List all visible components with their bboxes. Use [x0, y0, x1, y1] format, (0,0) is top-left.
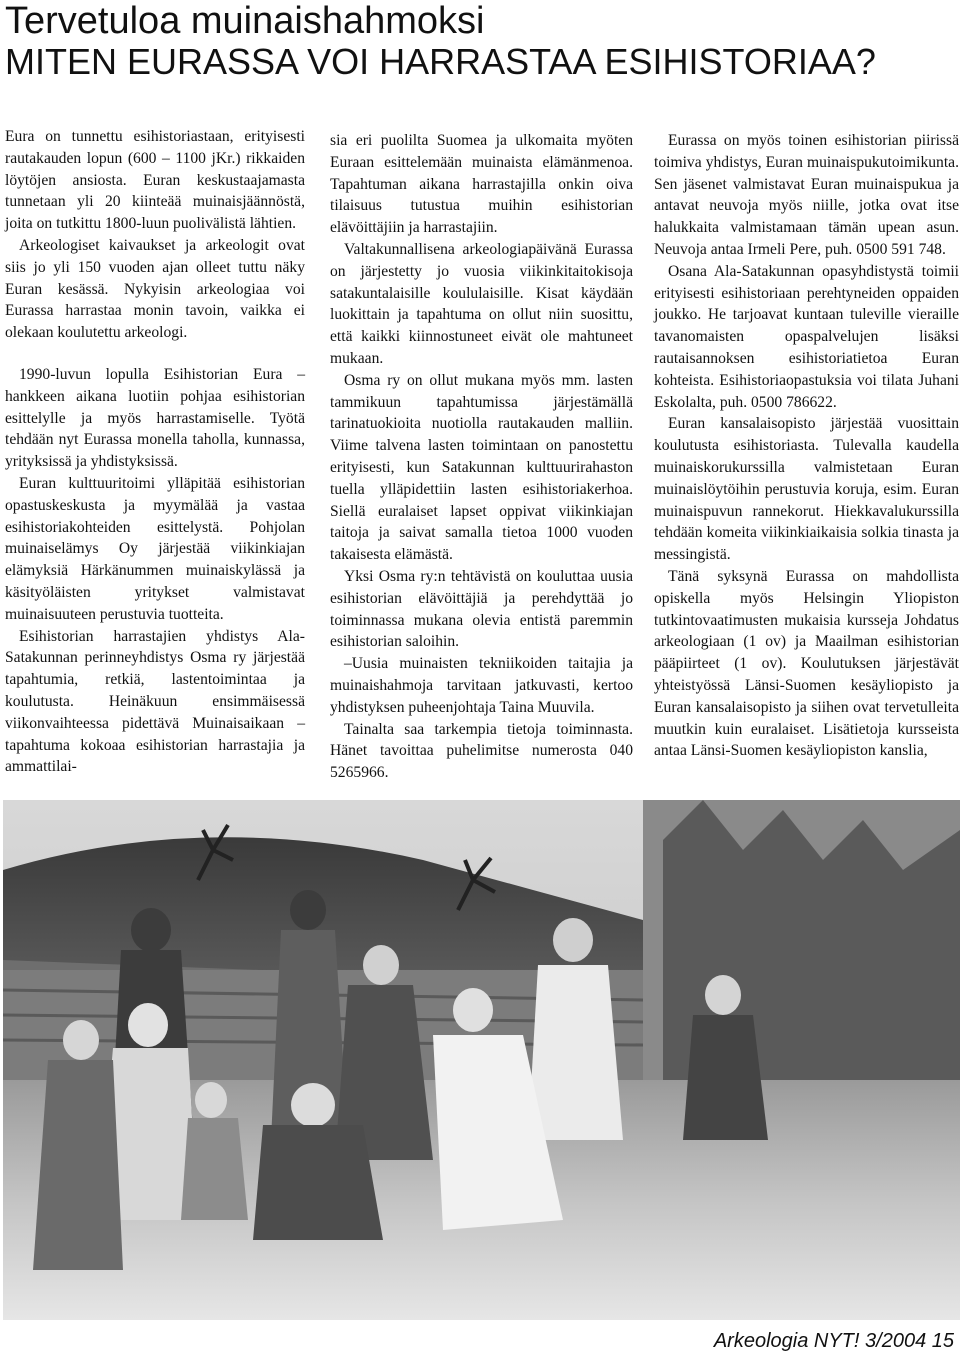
paragraph: Eurassa on myös toinen esihistorian piirissä toimiva yhdistys, Euran muinaispukutoimikunta. Sen jäsenet valmistavat Euran muinaispukua ja antavat neuvoja myös niille, jotka ovat itse halukkaita valmistamaan tämän upean asun. Neuvoja antaa Irmeli Pere, puh. 0500 591 748.	[654, 132, 959, 258]
paragraph: Eura on tunnettu esihistoriastaan, erityisesti rautakauden lopun (600 – 1100 jKr.) rikkaiden löytöjen ansiosta. Euran keskustaajamasta tunnetaan yli 20 kiinteää muinaisjäännöstä, joita on tutkittu 1800-luun puolivälistä lähtien.	[5, 128, 305, 233]
article-subtitle: MITEN EURASSA VOI HARRASTAA ESIHISTORIAA?	[5, 41, 876, 82]
text-column-2	[330, 130, 633, 784]
paragraph: Valtakunnallisena arkeologiapäivänä Eurassa on järjestetty jo vuosia viikinkitaitokisoja satakuntalaisille koululaisille. Kisat käydään luokittain ja tapahtuma on ollut niin suosittu, että kaikki kiinnostuneet eivät ole mahtuneet mukaan.	[330, 240, 633, 367]
text-column-1	[5, 126, 305, 778]
paragraph: Tainalta saa tarkempia tietoja toiminnasta. Hänet tavoittaa puhelimitse numerosta 040 5265966.	[330, 720, 633, 782]
page-footer: Arkeologia NYT! 3/2004 15	[713, 1330, 954, 1352]
paragraph: Osma ry on ollut mukana myös mm. lasten tammikuun tapahtumissa järjestämällä tarinatuokioita nuotiolla rautakauden malliin. Viime talvena lasten toimintaan on panostettu erityisesti, kun Satakunnan kulttuurirahaston tuella ylläpidettiin lasten esihistoriakerhoa. Siellä euralaiset lapset oppivat viikinkiajan taitoja ja saivat samalla tietoa 1000 vuoden takaisesta elämästä.	[330, 371, 633, 564]
paragraph: –Uusia muinaisten tekniikoiden taitajia ja muinaishahmoja tarvitaan jatkuvasti, kertoo yhdistyksen puheenjohtaja Taina Muuvila.	[330, 655, 633, 716]
paragraph: Euran kansalaisopisto järjestää vuosittain koulutusta esihistoriasta. Tulevalla kaudella muinaiskorukurssilla valmistetaan Euran muinaislöytöihin perustuvia koruja, esim. Euran muinaispuvun rannekorut. Hiekkavalukurssilla tehdään komeita viikinkiaikaisia solkia tinasta ja messingistä.	[654, 415, 959, 564]
paragraph: Osana Ala-Satakunnan opasyhdistystä toimii erityisesti esihistoriaan perehtyneiden oppaiden joukko. He tarjoavat kuntaan tuleville vieraille tavanomaisten opaspalvelujen lisäksi rautaisannoksen esihistoriatietoa Euran kohteista. Esihistoriaopastuksia voi tilata Juhani Eskolalta, puh. 0500 786622.	[654, 262, 959, 411]
paragraph: sia eri puolilta Suomea ja ulkomaita myöten Euraan esittelemään muinaista elämänmenoa. Tapahtuman aikana harrastajilla onkin oiva tilaisuus tutustua muihin esihistorian elävöittäjiin ja harrastajiin.	[330, 132, 633, 237]
paragraph: Euran kulttuuritoimi ylläpitää esihistorian opastuskeskusta ja myymälää ja vastaa esihistoriakohteiden esittelystä. Pohjolan muinaiselämys Oy järjestää viikinkiajan elämyksiä Härkänummen muinaiskylässä ja käsityöläisten yritykset valmistavat muinaisuuteen perustuvia tuotteita.	[5, 474, 305, 623]
article-title: Tervetuloa muinaishahmoksi	[5, 0, 485, 42]
paragraph: Esihistorian harrastajien yhdistys Ala-Satakunnan perinneyhdistys Osma ry järjestää tapahtumia, retkiä, lastentoimintaa ja koulutusta. Heinäkuun ensimmäisessä viikonvaihteessa pidettävä Muinaisaikaan –tapahtuma kokoaa esihistorian harrastajia ja ammattilai-	[5, 627, 305, 776]
reenactors-photo	[3, 800, 960, 1320]
paragraph: Tänä syksynä Eurassa on mahdollista opiskella myös Helsingin Yliopiston tutkintovaatimusten mukaisia kursseja Johdatus arkeologiaan (1 ov) ja Maailman esihistorian pääpiirteet (1 ov). Koulutuksen järjestävät yhteistyössä Länsi-Suomen kesäyliopisto ja Euran kansalaisopisto ja siihen ovat tervetulleita muutkin kuin euralaiset. Lisätietoja kursseista antaa Länsi-Suomen kesäyliopiston kanslia,	[654, 567, 959, 760]
text-column-3	[654, 130, 959, 762]
paragraph: Arkeologiset kaivaukset ja arkeologit ovat siis jo yli 150 vuoden ajan olleet tuttu näky Euran kesässä. Nykyisin arkeologiaa voi Eurassa harrastaa monin tavoin, vaikka ei olekaan koulutettu arkeologi.	[5, 236, 305, 342]
paragraph: Yksi Osma ry:n tehtävistä on kouluttaa uusia esihistorian elävöittäjiä ja perehdyttää jo toiminnassa mukana olevia entistä paremmin esihistorian saloihin.	[330, 567, 633, 651]
paragraph: 1990-luvun lopulla Esihistorian Eura –hankkeen aikana luotiin pohjaa esihistorian esittelylle ja myös harrastamiselle. Työtä tehdään nyt Eurassa monella taholla, kunnassa, yrityksissä ja yhdistyksissä.	[5, 365, 305, 471]
